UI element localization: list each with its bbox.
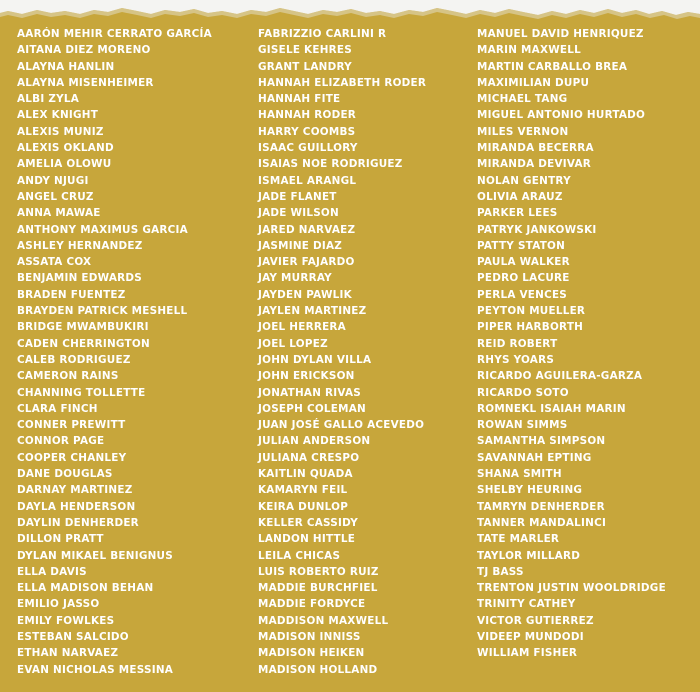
name-entry: JOHN DYLAN VILLA	[258, 353, 372, 366]
name-entry: MAXIMILIAN DUPU	[477, 76, 590, 89]
name-entry: ANDY NJUGI	[17, 174, 89, 187]
name-entry: MIGUEL ANTONIO HURTADO	[477, 109, 646, 122]
name-entry: CAMERON RAINS	[17, 370, 119, 383]
name-entry: ALEX KNIGHT	[17, 109, 99, 122]
name-entry: MADDIE FORDYCE	[258, 598, 366, 611]
name-entry: JOSEPH COLEMAN	[258, 402, 366, 415]
name-entry: SHELBY HEURING	[477, 484, 583, 497]
name-entry: ANGEL CRUZ	[17, 190, 94, 203]
name-entry: PEDRO LACURE	[477, 272, 570, 285]
name-entry: JAVIER FAJARDO	[258, 256, 355, 269]
name-entry: NOLAN GENTRY	[477, 174, 571, 187]
name-entry: HANNAH FITE	[258, 93, 341, 106]
name-entry: PARKER LEES	[477, 207, 558, 220]
name-entry: CLARA FINCH	[17, 402, 98, 415]
name-entry: MADISON INNISS	[258, 630, 361, 643]
name-entry: DAYLIN DENHERDER	[17, 516, 139, 529]
name-entry: PATTY STATON	[477, 239, 566, 252]
name-entry: HARRY COOMBS	[258, 125, 356, 138]
name-entry: MILES VERNON	[477, 125, 569, 138]
name-entry: KELLER CASSIDY	[258, 516, 359, 529]
name-entry: ASSATA COX	[17, 256, 92, 269]
name-entry: PAULA WALKER	[477, 256, 570, 269]
name-entry: AMELIA OLOWU	[17, 158, 112, 171]
name-entry: KAMARYN FEIL	[258, 484, 348, 497]
name-entry: CONNER PREWITT	[17, 419, 126, 432]
name-entry: HANNAH ELIZABETH RODER	[258, 76, 427, 89]
name-entry: EVAN NICHOLAS MESSINA	[17, 663, 174, 676]
name-entry: ELLA MADISON BEHAN	[17, 582, 154, 595]
name-entry: ASHLEY HERNANDEZ	[17, 239, 143, 252]
name-entry: EMILY FOWLKES	[17, 614, 115, 627]
name-entry: MARIN MAXWELL	[477, 44, 582, 57]
name-entry: JADE WILSON	[258, 207, 339, 220]
name-entry: ALBI ZYLA	[17, 93, 80, 106]
name-entry: JAYDEN PAWLIK	[258, 288, 352, 301]
name-entry: GRANT LANDRY	[258, 60, 352, 73]
name-entry: TAMRYN DENHERDER	[477, 500, 605, 513]
name-entry: MIRANDA DEVIVAR	[477, 158, 591, 171]
name-entry: ISAIAS NOE RODRIGUEZ	[258, 158, 403, 171]
name-entry: JADE FLANET	[258, 190, 337, 203]
name-entry: JASMINE DIAZ	[258, 239, 343, 252]
name-entry: JOHN ERICKSON	[258, 370, 355, 383]
name-entry: AITANA DIEZ MORENO	[17, 44, 151, 57]
name-entry: ANNA MAWAE	[17, 207, 101, 220]
name-entry: SHANA SMITH	[477, 468, 562, 481]
name-entry: DILLON PRATT	[17, 533, 104, 546]
name-entry: TANNER MANDALINCI	[477, 516, 607, 529]
name-entry: WILLIAM FISHER	[477, 647, 578, 660]
name-entry: JARED NARVAEZ	[258, 223, 356, 236]
name-entry: CONNOR PAGE	[17, 435, 105, 448]
name-entry: SAVANNAH EPTING	[477, 451, 592, 464]
name-entry: CHANNING TOLLETTE	[17, 386, 146, 399]
name-entry: CALEB RODRIGUEZ	[17, 353, 131, 366]
name-entry: TATE MARLER	[477, 533, 560, 546]
name-entry: COOPER CHANLEY	[17, 451, 127, 464]
name-entry: BRIDGE MWAMBUKIRI	[17, 321, 149, 334]
name-entry: BRADEN FUENTEZ	[17, 288, 126, 301]
name-entry: MANUEL DAVID HENRIQUEZ	[477, 28, 644, 40]
name-entry: MADDISON MAXWELL	[258, 614, 389, 627]
name-entry: CADEN CHERRINGTON	[17, 337, 150, 350]
name-entry: ROWAN SIMMS	[477, 419, 568, 432]
name-entry: RHYS YOARS	[477, 353, 555, 366]
name-entry: DAYLA HENDERSON	[17, 500, 136, 513]
name-entry: MADISON HEIKEN	[258, 647, 365, 660]
name-entry: TRINITY CATHEY	[477, 598, 576, 611]
name-entry: MADDIE BURCHFIEL	[258, 582, 378, 595]
name-entry: HANNAH RODER	[258, 109, 357, 122]
name-entry: JUAN JOSÉ GALLO ACEVEDO	[258, 419, 425, 432]
name-column-1	[17, 26, 212, 678]
name-entry: AARÓN MEHIR CERRATO GARCÍA	[17, 28, 212, 40]
name-entry: DYLAN MIKAEL BENIGNUS	[17, 549, 173, 562]
name-entry: FABRIZZIO CARLINI R	[258, 28, 387, 40]
name-entry: JONATHAN RIVAS	[258, 386, 361, 399]
name-entry: LUIS ROBERTO RUIZ	[258, 565, 379, 578]
name-entry: KEIRA DUNLOP	[258, 500, 349, 513]
name-entry: PATRYK JANKOWSKI	[477, 223, 597, 236]
name-entry: MADISON HOLLAND	[258, 663, 378, 676]
name-entry: LEILA CHICAS	[258, 549, 341, 562]
name-entry: VICTOR GUTIERREZ	[477, 614, 594, 627]
name-entry: ALAYNA MISENHEIMER	[17, 76, 154, 89]
name-column-3	[477, 26, 666, 662]
name-entry: RICARDO SOTO	[477, 386, 569, 399]
name-entry: DANE DOUGLAS	[17, 468, 113, 481]
name-entry: ALEXIS MUNIZ	[17, 125, 104, 138]
name-entry: REID ROBERT	[477, 337, 558, 350]
name-entry: ISAAC GUILLORY	[258, 142, 358, 155]
name-entry: JAYLEN MARTINEZ	[258, 305, 367, 318]
name-entry: RICARDO AGUILERA-GARZA	[477, 370, 643, 383]
name-entry: PEYTON MUELLER	[477, 305, 586, 318]
name-entry: ALEXIS OKLAND	[17, 142, 114, 155]
name-entry: JAY MURRAY	[258, 272, 332, 285]
name-entry: GISELE KEHRES	[258, 44, 352, 57]
name-entry: MARTIN CARBALLO BREA	[477, 60, 628, 73]
name-entry: TAYLOR MILLARD	[477, 549, 581, 562]
name-entry: BENJAMIN EDWARDS	[17, 272, 143, 285]
name-entry: LANDON HITTLE	[258, 533, 356, 546]
name-entry: ISMAEL ARANGL	[258, 174, 357, 187]
name-entry: BRAYDEN PATRICK MESHELL	[17, 305, 188, 318]
name-entry: TJ BASS	[477, 565, 524, 578]
name-entry: SAMANTHA SIMPSON	[477, 435, 606, 448]
name-entry: KAITLIN QUADA	[258, 468, 353, 481]
name-entry: VIDEEP MUNDODI	[477, 630, 584, 643]
name-entry: DARNAY MARTINEZ	[17, 484, 133, 497]
name-entry: OLIVIA ARAUZ	[477, 190, 563, 203]
name-entry: TRENTON JUSTIN WOOLDRIDGE	[477, 582, 666, 595]
name-entry: EMILIO JASSO	[17, 598, 100, 611]
name-entry: JULIANA CRESPO	[258, 451, 360, 464]
name-entry: JOEL HERRERA	[258, 321, 346, 334]
name-entry: ROMNEKL ISAIAH MARIN	[477, 402, 626, 415]
name-column-2	[258, 26, 426, 678]
name-entry: ETHAN NARVAEZ	[17, 647, 119, 660]
name-entry: ANTHONY MAXIMUS GARCIA	[17, 223, 188, 236]
name-entry: ALAYNA HANLIN	[17, 60, 115, 73]
name-entry: ESTEBAN SALCIDO	[17, 630, 129, 643]
name-entry: JOEL LOPEZ	[258, 337, 328, 350]
name-entry: PIPER HARBORTH	[477, 321, 584, 334]
name-entry: PERLA VENCES	[477, 288, 568, 301]
name-entry: JULIAN ANDERSON	[258, 435, 371, 448]
name-entry: MIRANDA BECERRA	[477, 142, 594, 155]
name-entry: MICHAEL TANG	[477, 93, 568, 106]
name-entry: ELLA DAVIS	[17, 565, 87, 578]
